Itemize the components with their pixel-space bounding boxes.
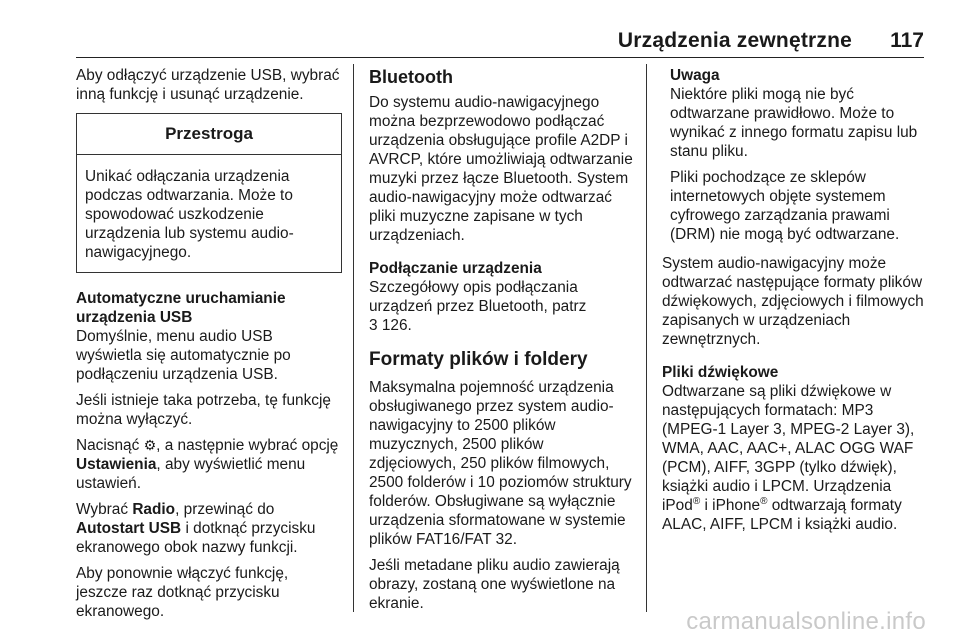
page-reference: 126.: [377, 317, 412, 334]
autostart-heading: Automatyczne uruchamianie urządzenia USB: [76, 290, 286, 326]
autostart-paragraph-5: Aby ponownie włączyć funkcję, jeszcze raz dotknąć przycisku ekranowego.: [76, 565, 289, 620]
column-divider-2: [646, 64, 647, 612]
autostart-paragraph-1: Domyślnie, menu audio USB wyświetla się automatycznie po podłączeniu urządzenia USB.: [76, 328, 291, 383]
page-title: Urządzenia zewnętrzne: [617, 29, 852, 52]
page-header: [0, 0, 960, 58]
formats-heading: Formaty plików i foldery: [369, 349, 588, 370]
autostart-usb-label: Autostart USB: [76, 520, 182, 537]
caution-title: Przestroga: [77, 114, 341, 155]
autostart-paragraph-3: Nacisnąć ⚙, a następnie wybrać opcję Ustawienia, aby wyświetlić menu ustawień.: [76, 437, 339, 492]
bluetooth-heading: Bluetooth: [369, 67, 453, 87]
intro-paragraph: Aby odłączyć urządzenie USB, wybrać inną funkcję i usunąć urządzenie.: [76, 67, 340, 103]
connect-heading: Podłączanie urządzenia: [369, 260, 542, 277]
note-paragraph-2: Pliki pochodzące ze sklepów internetowych objęte systemem cyfrowego zarządzania prawami (DRM) nie mogą być odtwarzane.: [670, 169, 900, 243]
autostart-paragraph-2: Jeśli istnieje taka potrzeba, tę funkcję można wyłączyć.: [76, 392, 331, 428]
note-block: [662, 66, 928, 244]
column-left: [76, 66, 342, 628]
page-reference-arrow-icon: 3: [369, 317, 378, 334]
registered-mark: ®: [692, 495, 701, 507]
watermark: carmanualsonline.info: [686, 608, 926, 635]
registered-mark: ®: [760, 495, 768, 507]
column-middle: [369, 66, 635, 620]
metadata-paragraph: Jeśli metadane pliku audio zawierają obrazy, zostaną one wyświetlone na ekranie.: [369, 557, 620, 612]
page-number: 117: [890, 29, 924, 52]
settings-label: Ustawienia: [76, 456, 157, 473]
audio-files-paragraph: Odtwarzane są pliki dźwiękowe w następujących formatach: MP3 (MPEG-1 Layer 3, MPEG-2 Layer 3), WMA, AAC, AAC+, ALAC OGG WAF (PCM), AIFF, 3GPP (tylko dźwięk), książki audio i LPCM. Urządzenia iPod® i iPhone® odtwarzają formaty ALAC, AIFF, LPCM i książki audio.: [662, 383, 915, 533]
caution-box: [76, 113, 342, 273]
caution-body: Unikać odłączania urządzenia podczas odtwarzania. Może to spowodować uszkodzenie urządzenia lub systemu audio-nawigacyjnego.: [85, 168, 294, 261]
bluetooth-paragraph: Do systemu audio-nawigacyjnego można bezprzewodowo podłączać urządzenia obsługujące profile A2DP i AVRCP, które umożliwiają odtwarzanie muzyki przez łącze Bluetooth. System audio-nawigacyjny może odtwarzać pliki muzyczne zapisane w tych urządzeniach.: [369, 94, 633, 244]
radio-label: Radio: [132, 501, 176, 518]
header-divider: [76, 57, 924, 58]
column-divider-1: [353, 64, 354, 612]
settings-gear-icon: ⚙: [143, 437, 157, 453]
column-right: [662, 66, 928, 541]
autostart-paragraph-4: Wybrać Radio, przewinąć do Autostart USB i dotknąć przycisku ekranowego obok nazwy funkcji.: [76, 501, 316, 556]
connect-paragraph: Szczegółowy opis podłączania urządzeń przez Bluetooth, patrz 3 126.: [369, 279, 587, 334]
audio-files-heading: Pliki dźwiękowe: [662, 364, 779, 381]
formats-support-paragraph: System audio-nawigacyjny może odtwarzać następujące formaty plików dźwiękowych, zdjęciowych i filmowych zapisanych w urządzeniach zewnętrznych.: [662, 255, 924, 348]
note-paragraph-1: Niektóre pliki mogą nie być odtwarzane prawidłowo. Może to wynikać z innego formatu zapisu lub stanu pliku.: [670, 86, 918, 160]
formats-paragraph: Maksymalna pojemność urządzenia obsługiwanego przez system audio-nawigacyjny to 2500 plików muzycznych, 2500 plików zdjęciowych, 250 plików filmowych, 2500 folderów i 10 poziomów struktury folderów. Obsługiwane są wyłącznie urządzenia sformatowane w systemie plików FAT16/FAT 32.: [369, 379, 632, 548]
note-title: Uwaga: [670, 67, 720, 84]
